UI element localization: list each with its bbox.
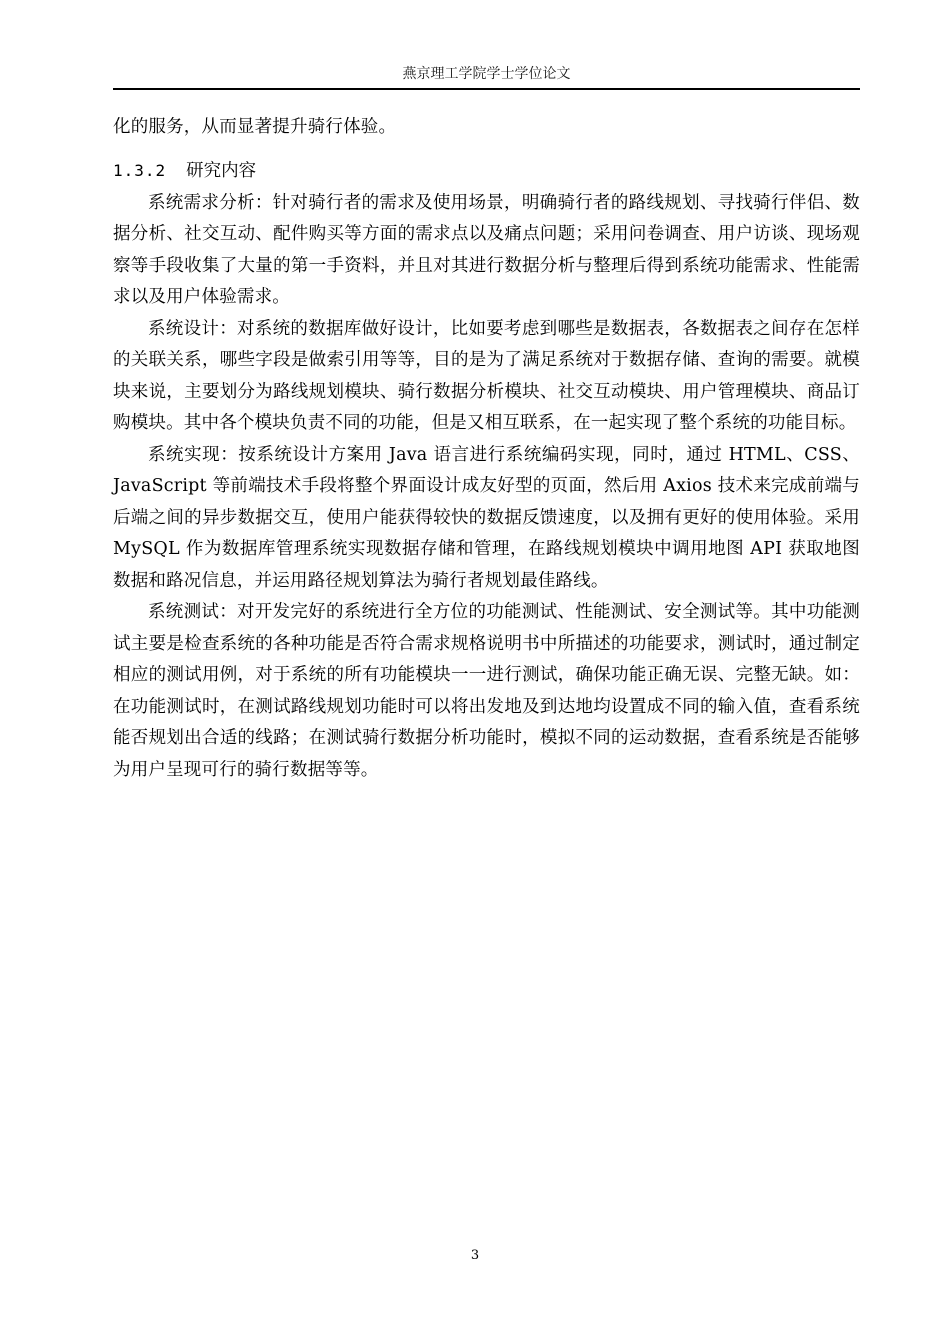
paragraph-system-implementation: 系统实现：按系统设计方案用 Java 语言进行系统编码实现，同时，通过 HTML、CSS、JavaScript 等前端技术手段将整个界面设计成友好型的页面，然后用 Axios 技术来完成前端与后端之间的异步数据交互，使用户能获得较快的数据反馈速度，以及拥有更好的使用体验。采用 MySQL 作为数据库管理系统实现数据存储和管理，在路线规划模块中调用地图 API 获取地图数据和路况信息，并运用路径规划算法为骑行者规划最佳路线。 <box>113 444 860 591</box>
paragraph-requirements-analysis: 系统需求分析：针对骑行者的需求及使用场景，明确骑行者的路线规划、寻找骑行伴侣、数据分析、社交互动、配件购买等方面的需求点以及痛点问题；采用问卷调查、用户访谈、现场观察等手段收集了大量的第一手资料，并且对其进行数据分析与整理后得到系统功能需求、性能需求以及用户体验需求。 <box>113 192 860 307</box>
section-number: 1.3.2 <box>113 160 167 180</box>
page-header <box>113 62 860 90</box>
paragraph-system-testing: 系统测试：对开发完好的系统进行全方位的功能测试、性能测试、安全测试等。其中功能测试主要是检查系统的各种功能是否符合需求规格说明书中所描述的功能要求，测试时，通过制定相应的测试用例，对于系统的所有功能模块一一进行测试，确保功能正确无误、完整无缺。如：在功能测试时，在测试路线规划功能时可以将出发地及到达地均设置成不同的输入值，查看系统能否规划出合适的线路；在测试骑行数据分析功能时，模拟不同的运动数据，查看系统是否能够为用户呈现可行的骑行数据等等。 <box>113 602 860 780</box>
page-body <box>113 112 860 786</box>
thesis-running-title: 燕京理工学院学士学位论文 <box>402 66 571 82</box>
section-heading <box>113 154 860 188</box>
section-title: 研究内容 <box>186 160 257 181</box>
continuation-paragraph: 化的服务，从而显著提升骑行体验。 <box>113 117 397 137</box>
paragraph-system-design: 系统设计：对系统的数据库做好设计，比如要考虑到哪些是数据表，各数据表之间存在怎样的关联关系，哪些字段是做索引用等等，目的是为了满足系统对于数据存储、查询的需要。就模块来说，主要划分为路线规划模块、骑行数据分析模块、社交互动模块、用户管理模块、商品订购模块。其中各个模块负责不同的功能，但是又相互联系，在一起实现了整个系统的功能目标。 <box>113 318 860 433</box>
page-number: 3 <box>470 1248 480 1263</box>
